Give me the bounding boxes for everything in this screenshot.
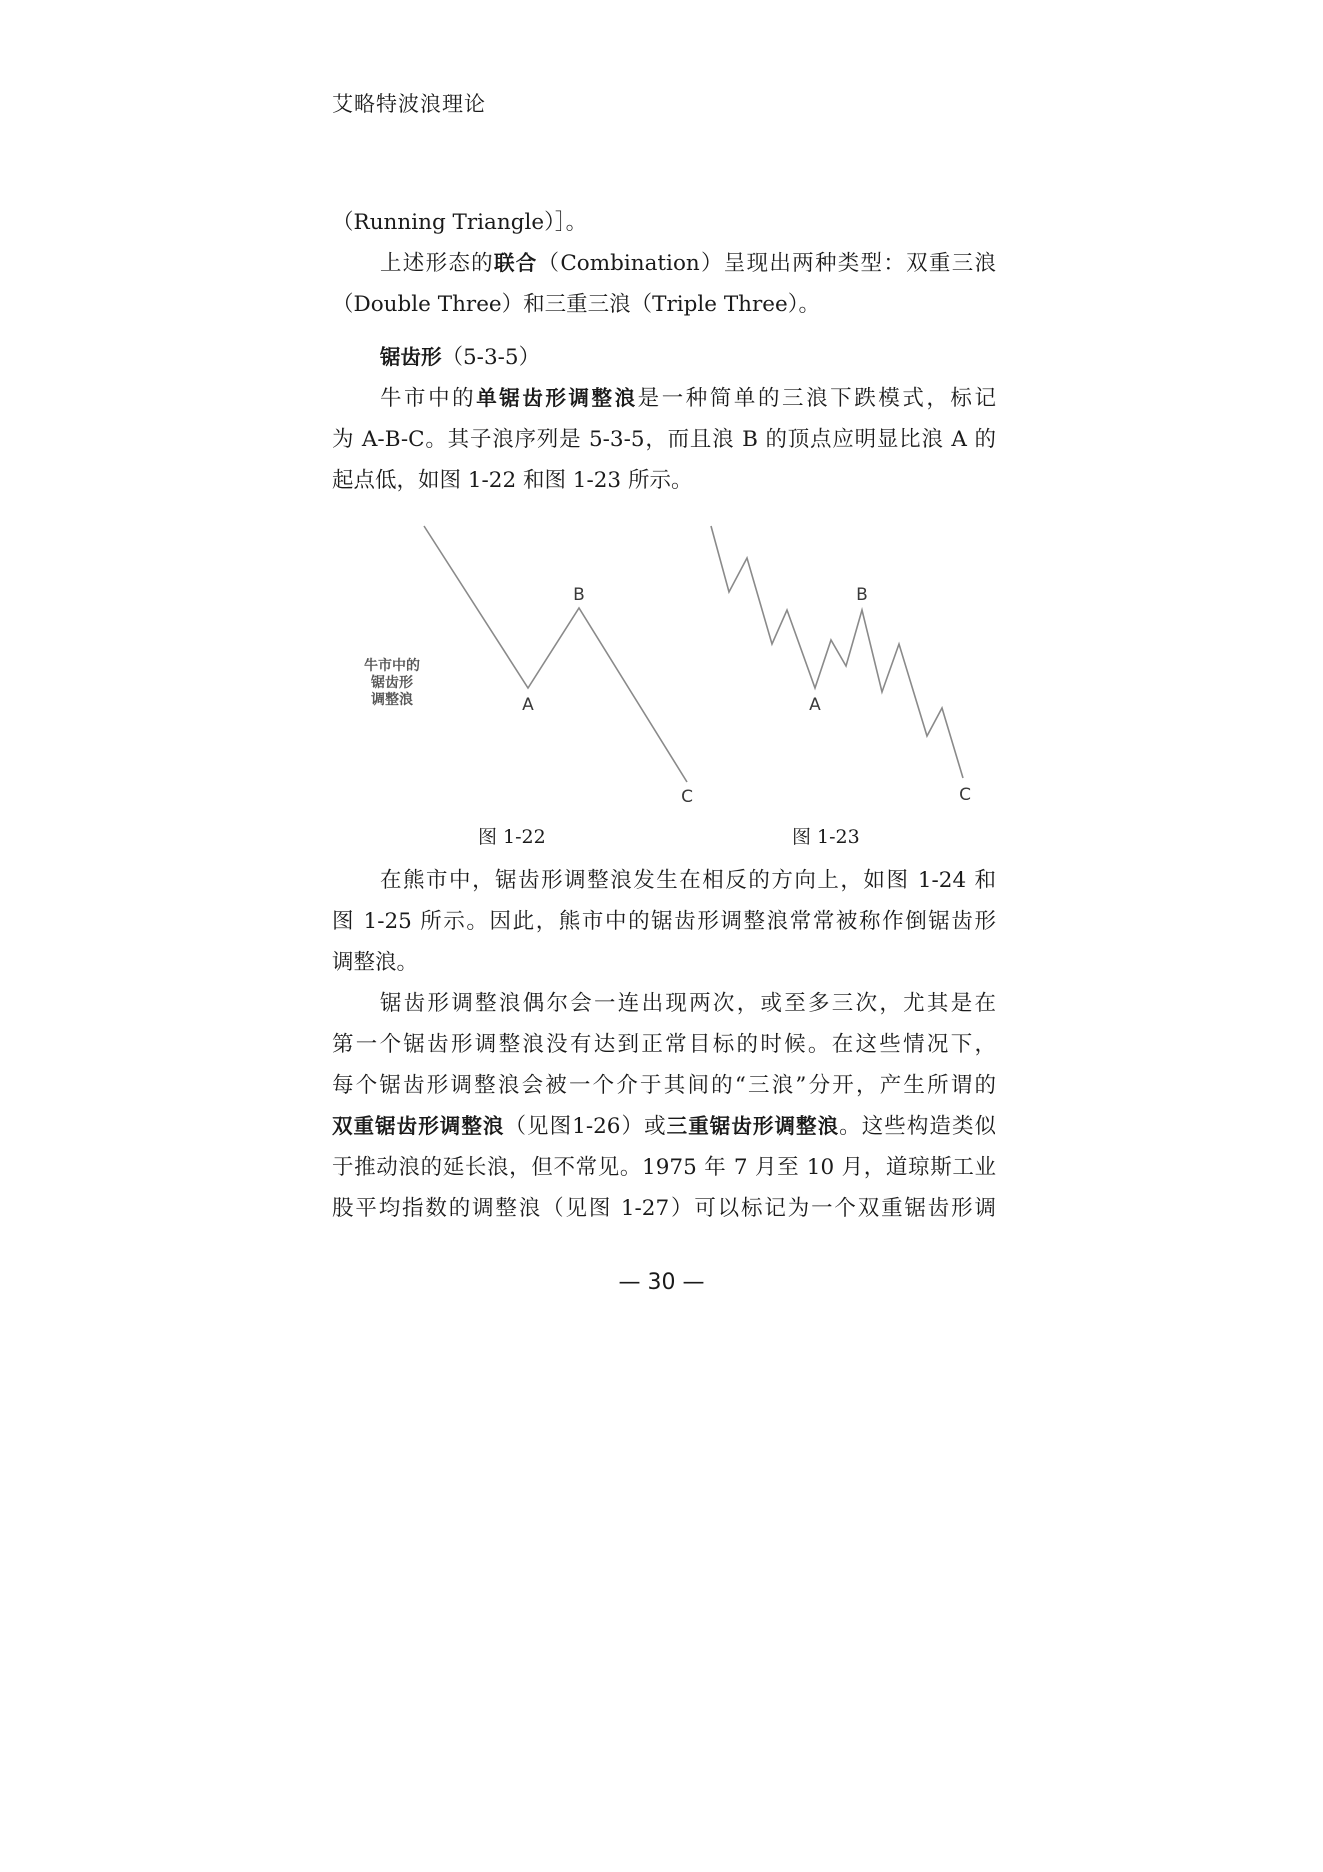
- zigzag-single-line: [424, 526, 687, 782]
- svg-text:锯齿形: 锯齿形: [371, 675, 413, 691]
- zigzag-diagram-svg: [332, 520, 996, 820]
- paragraph-bear-line3: 调整浪。: [332, 950, 419, 975]
- paragraph-double-line1: 锯齿形调整浪偶尔会一连出现两次，或至多三次，尤其是在: [380, 991, 996, 1016]
- term-double-zigzag: 双重锯齿形调整浪: [332, 1114, 505, 1138]
- caption-figure-1-22: 图 1-22: [478, 826, 546, 848]
- page-number: — 30 —: [618, 1270, 705, 1295]
- term-single-zigzag: 单锯齿形调整浪: [476, 386, 638, 410]
- wave-label-b-left: B: [573, 585, 585, 605]
- text-block-bottom: [332, 860, 996, 1229]
- paragraph-bear-line1: 在熊市中，锯齿形调整浪发生在相反的方向上，如图 1-24 和: [380, 868, 996, 893]
- text-block-top: [332, 202, 996, 501]
- wave-label-c-right: C: [959, 785, 971, 805]
- paragraph-zigzag-line3: 起点低，如图 1-22 和图 1-23 所示。: [332, 468, 693, 493]
- wave-label-a-right: A: [809, 695, 821, 715]
- paragraph-combination-line2: （Double Three）和三重三浪（Triple Three）。: [332, 292, 820, 317]
- term-triple-zigzag: 三重锯齿形调整浪: [666, 1114, 840, 1138]
- caption-figure-1-23: 图 1-23: [792, 826, 860, 848]
- svg-text:调整浪: 调整浪: [371, 692, 413, 708]
- zigzag-detailed-line: [711, 526, 963, 778]
- svg-text:牛市中的: 牛市中的: [364, 658, 420, 674]
- wave-label-a-left: A: [522, 695, 534, 715]
- running-header: 艾略特波浪理论: [332, 92, 486, 116]
- paragraph-double-line6: 股平均指数的调整浪（见图 1-27）可以标记为一个双重锯齿形调: [332, 1196, 996, 1221]
- paragraph-double-line2: 第一个锯齿形调整浪没有达到正常目标的时候。在这些情况下，: [332, 1032, 996, 1057]
- section-title-zigzag: 锯齿形（5-3-5）: [380, 345, 541, 370]
- paragraph-double-line5: 于推动浪的延长浪，但不常见。1975 年 7 月至 10 月，道琼斯工业: [332, 1155, 996, 1180]
- paragraph-double-line4: 双重锯齿形调整浪（见图1-26）或三重锯齿形调整浪。这些构造类似: [332, 1114, 996, 1139]
- paragraph-bear-line2: 图 1-25 所示。因此，熊市中的锯齿形调整浪常常被称作倒锯齿形: [332, 909, 996, 934]
- paragraph-zigzag-line1: 牛市中的单锯齿形调整浪是一种简单的三浪下跌模式，标记: [380, 386, 996, 411]
- wave-label-c-left: C: [681, 787, 693, 807]
- term-combination: 联合: [493, 251, 538, 275]
- wave-label-b-right: B: [856, 585, 868, 605]
- paragraph-double-line3: 每个锯齿形调整浪会被一个介于其间的“三浪”分开，产生所谓的: [332, 1073, 996, 1098]
- paragraph-zigzag-line2: 为 A-B-C。其子浪序列是 5-3-5，而且浪 B 的顶点应明显比浪 A 的: [332, 427, 996, 452]
- side-label: [364, 657, 420, 708]
- figure-zigzag-diagrams: [332, 520, 996, 820]
- paragraph-running-triangle: （Running Triangle）］。: [332, 210, 588, 235]
- paragraph-combination-line1: 上述形态的联合（Combination）呈现出两种类型：双重三浪: [380, 251, 996, 276]
